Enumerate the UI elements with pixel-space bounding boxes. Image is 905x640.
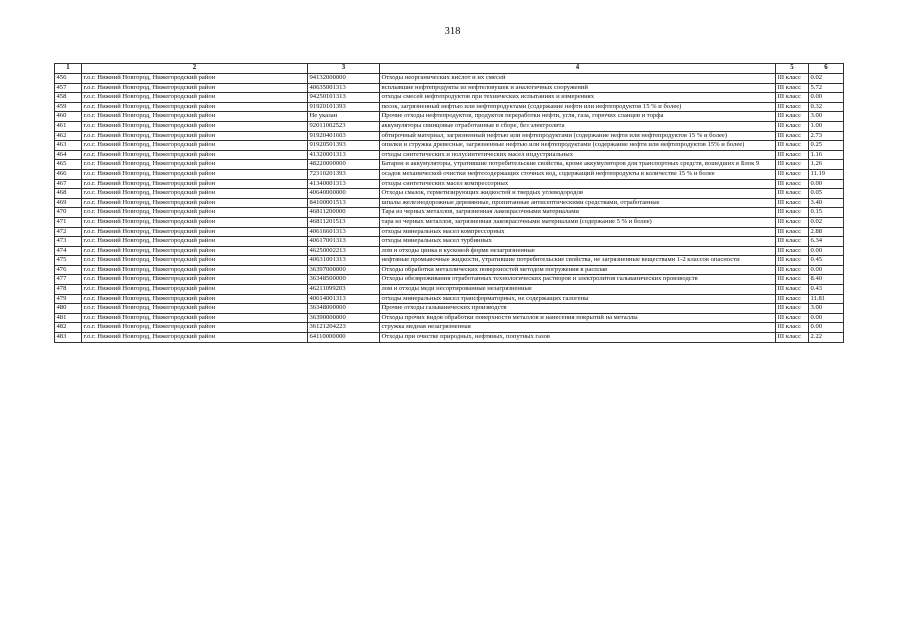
location-cell: г.о.г. Нижний Новгород, Нижегородский район: [82, 121, 308, 131]
table-row: [55, 217, 844, 227]
location-cell: г.о.г. Нижний Новгород, Нижегородский район: [82, 83, 308, 93]
row-number-cell: 464: [55, 150, 82, 160]
row-number-cell: 476: [55, 265, 82, 275]
amount-cell: 6.34: [809, 237, 844, 247]
location-cell: г.о.г. Нижний Новгород, Нижегородский район: [82, 304, 308, 314]
code-cell: 40617001313: [308, 237, 380, 247]
description-cell: Тара из черных металлов, загрязненная лакокрасочными материалами: [380, 208, 776, 218]
location-cell: г.о.г. Нижний Новгород, Нижегородский район: [82, 102, 308, 112]
amount-cell: 0.45: [809, 256, 844, 266]
hazard-class-cell: III класс: [776, 83, 809, 93]
hazard-class-cell: III класс: [776, 294, 809, 304]
hazard-class-cell: III класс: [776, 150, 809, 160]
location-cell: г.о.г. Нижний Новгород, Нижегородский район: [82, 141, 308, 151]
table-row: [55, 256, 844, 266]
hazard-class-cell: III класс: [776, 93, 809, 103]
hazard-class-cell: III класс: [776, 169, 809, 179]
description-cell: нефтяные промывочные жидкости, утратившие потребительские свойства, не загрязненные веществами 1-2 классов опасности: [380, 256, 776, 266]
code-cell: 46811201513: [308, 217, 380, 227]
row-number-cell: 473: [55, 237, 82, 247]
row-number-cell: 477: [55, 275, 82, 285]
table-body: [55, 74, 844, 343]
table-row: [55, 160, 844, 170]
code-cell: 40640000000: [308, 189, 380, 199]
code-cell: 94132000000: [308, 74, 380, 84]
table-row: [55, 333, 844, 343]
amount-cell: 5.72: [809, 83, 844, 93]
table-row: [55, 102, 844, 112]
row-number-cell: 462: [55, 131, 82, 141]
code-cell: 36397000000: [308, 265, 380, 275]
table-row: [55, 150, 844, 160]
code-cell: 46211099203: [308, 285, 380, 295]
amount-cell: 0.00: [809, 246, 844, 256]
table-row: [55, 294, 844, 304]
hazard-class-cell: III класс: [776, 304, 809, 314]
code-cell: 91920401603: [308, 131, 380, 141]
table-row: [55, 265, 844, 275]
amount-cell: 2.22: [809, 333, 844, 343]
hazard-class-cell: III класс: [776, 112, 809, 122]
row-number-cell: 469: [55, 198, 82, 208]
table-row: [55, 179, 844, 189]
description-cell: отходы минеральных масел трансформаторных, не содержащих галогены: [380, 294, 776, 304]
amount-cell: 3.00: [809, 304, 844, 314]
row-number-cell: 460: [55, 112, 82, 122]
row-number-cell: 482: [55, 323, 82, 333]
hazard-class-cell: III класс: [776, 208, 809, 218]
hazard-class-cell: III класс: [776, 121, 809, 131]
code-cell: 46811200000: [308, 208, 380, 218]
column-header: 5: [776, 64, 809, 74]
location-cell: г.о.г. Нижний Новгород, Нижегородский район: [82, 246, 308, 256]
code-cell: 48220000000: [308, 160, 380, 170]
row-number-cell: 479: [55, 294, 82, 304]
amount-cell: 1.00: [809, 121, 844, 131]
amount-cell: 1.26: [809, 160, 844, 170]
amount-cell: 0.05: [809, 189, 844, 199]
row-number-cell: 481: [55, 313, 82, 323]
table-row: [55, 131, 844, 141]
description-cell: тара из черных металлов, загрязненная лакокрасочными материалами (содержание 5 % и более): [380, 217, 776, 227]
amount-cell: 0.00: [809, 265, 844, 275]
row-number-cell: 457: [55, 83, 82, 93]
column-header: 4: [380, 64, 776, 74]
code-cell: 94250101313: [308, 93, 380, 103]
location-cell: г.о.г. Нижний Новгород, Нижегородский район: [82, 131, 308, 141]
code-cell: 41340001313: [308, 179, 380, 189]
hazard-class-cell: III класс: [776, 333, 809, 343]
location-cell: г.о.г. Нижний Новгород, Нижегородский район: [82, 179, 308, 189]
table-row: [55, 285, 844, 295]
description-cell: Отходы прочих видов обработки поверхности металлов и нанесения покрытий на металлы: [380, 313, 776, 323]
amount-cell: 2.88: [809, 227, 844, 237]
row-number-cell: 463: [55, 141, 82, 151]
amount-cell: 3.00: [809, 112, 844, 122]
table-row: [55, 323, 844, 333]
code-cell: 91920101393: [308, 102, 380, 112]
row-number-cell: 467: [55, 179, 82, 189]
table-header-row: [55, 64, 844, 74]
description-cell: всплывшие нефтепродукты из нефтеловушек и аналогичных сооружений: [380, 83, 776, 93]
amount-cell: 0.00: [809, 313, 844, 323]
row-number-cell: 474: [55, 246, 82, 256]
amount-cell: 0.00: [809, 323, 844, 333]
table-row: [55, 93, 844, 103]
location-cell: г.о.г. Нижний Новгород, Нижегородский район: [82, 227, 308, 237]
code-cell: 36348500000: [308, 275, 380, 285]
location-cell: г.о.г. Нижний Новгород, Нижегородский район: [82, 150, 308, 160]
hazard-class-cell: III класс: [776, 102, 809, 112]
location-cell: г.о.г. Нижний Новгород, Нижегородский район: [82, 189, 308, 199]
code-cell: Не указан: [308, 112, 380, 122]
description-cell: опилки и стружка древесные, загрязненные нефтью или нефтепродуктами (содержание нефти или нефтепродуктов 15% и более): [380, 141, 776, 151]
location-cell: г.о.г. Нижний Новгород, Нижегородский район: [82, 294, 308, 304]
description-cell: аккумуляторы свинцовые отработанные в сборе, без электролита: [380, 121, 776, 131]
hazard-class-cell: III класс: [776, 323, 809, 333]
code-cell: 91920501393: [308, 141, 380, 151]
hazard-class-cell: III класс: [776, 131, 809, 141]
row-number-cell: 483: [55, 333, 82, 343]
row-number-cell: 478: [55, 285, 82, 295]
location-cell: г.о.г. Нижний Новгород, Нижегородский район: [82, 112, 308, 122]
location-cell: г.о.г. Нижний Новгород, Нижегородский район: [82, 208, 308, 218]
hazard-class-cell: III класс: [776, 237, 809, 247]
row-number-cell: 480: [55, 304, 82, 314]
column-header: 2: [82, 64, 308, 74]
code-cell: 36390000000: [308, 313, 380, 323]
code-cell: 72310201393: [308, 169, 380, 179]
description-cell: Отходы обработки металлических поверхностей методом погружения в расплав: [380, 265, 776, 275]
code-cell: 46250002213: [308, 246, 380, 256]
description-cell: Батареи и аккумуляторы, утратившие потребительские свойства, кроме аккумуляторов для транспортных средств, вошедших в Блок 9: [380, 160, 776, 170]
table-row: [55, 313, 844, 323]
row-number-cell: 456: [55, 74, 82, 84]
code-cell: 40631001313: [308, 256, 380, 266]
location-cell: г.о.г. Нижний Новгород, Нижегородский район: [82, 265, 308, 275]
table-row: [55, 74, 844, 84]
amount-cell: 11.81: [809, 294, 844, 304]
location-cell: г.о.г. Нижний Новгород, Нижегородский район: [82, 217, 308, 227]
code-cell: 40614001313: [308, 294, 380, 304]
code-cell: 36121204223: [308, 323, 380, 333]
description-cell: лом и отходы меди несортированные незагрязненные: [380, 285, 776, 295]
amount-cell: 0.15: [809, 208, 844, 218]
amount-cell: 0.02: [809, 74, 844, 84]
description-cell: отходы минеральных масел турбинных: [380, 237, 776, 247]
description-cell: отходы синтетических и полусинтетических масел индустриальных: [380, 150, 776, 160]
table-row: [55, 141, 844, 151]
row-number-cell: 470: [55, 208, 82, 218]
hazard-class-cell: III класс: [776, 141, 809, 151]
hazard-class-cell: III класс: [776, 198, 809, 208]
waste-table: [54, 63, 844, 343]
column-header: 6: [809, 64, 844, 74]
location-cell: г.о.г. Нижний Новгород, Нижегородский район: [82, 169, 308, 179]
hazard-class-cell: III класс: [776, 256, 809, 266]
row-number-cell: 459: [55, 102, 82, 112]
description-cell: лом и отходы цинка в кусковой форме незагрязненные: [380, 246, 776, 256]
row-number-cell: 472: [55, 227, 82, 237]
amount-cell: 0.00: [809, 179, 844, 189]
description-cell: Отходы неорганических кислот и их смесей: [380, 74, 776, 84]
amount-cell: 0.32: [809, 102, 844, 112]
amount-cell: 3.40: [809, 198, 844, 208]
table-row: [55, 189, 844, 199]
code-cell: 64110000000: [308, 333, 380, 343]
hazard-class-cell: III класс: [776, 227, 809, 237]
hazard-class-cell: III класс: [776, 160, 809, 170]
row-number-cell: 475: [55, 256, 82, 266]
table-row: [55, 246, 844, 256]
hazard-class-cell: III класс: [776, 313, 809, 323]
location-cell: г.о.г. Нижний Новгород, Нижегородский район: [82, 285, 308, 295]
location-cell: г.о.г. Нижний Новгород, Нижегородский район: [82, 313, 308, 323]
amount-cell: 0.00: [809, 93, 844, 103]
description-cell: Прочие отходы нефтепродуктов, продуктов переработки нефти, угля, газа, горючих сланцев и торфа: [380, 112, 776, 122]
location-cell: г.о.г. Нижний Новгород, Нижегородский район: [82, 237, 308, 247]
description-cell: осадок механической очистки нефтесодержащих сточных вод, содержащий нефтепродукты в количестве 15 % и более: [380, 169, 776, 179]
amount-cell: 2.73: [809, 131, 844, 141]
page-number: 318: [444, 26, 461, 37]
row-number-cell: 458: [55, 93, 82, 103]
description-cell: обтирочный материал, загрязненный нефтью или нефтепродуктами (содержание нефти или нефтепродуктов 15 % и более): [380, 131, 776, 141]
description-cell: Прочие отходы гальванических производств: [380, 304, 776, 314]
table-row: [55, 227, 844, 237]
row-number-cell: 471: [55, 217, 82, 227]
table-row: [55, 304, 844, 314]
table-row: [55, 198, 844, 208]
location-cell: г.о.г. Нижний Новгород, Нижегородский район: [82, 93, 308, 103]
hazard-class-cell: III класс: [776, 74, 809, 84]
code-cell: 84100001513: [308, 198, 380, 208]
amount-cell: 0.43: [809, 285, 844, 295]
hazard-class-cell: III класс: [776, 246, 809, 256]
row-number-cell: 468: [55, 189, 82, 199]
hazard-class-cell: III класс: [776, 265, 809, 275]
code-cell: 41320001313: [308, 150, 380, 160]
row-number-cell: 465: [55, 160, 82, 170]
amount-cell: 8.40: [809, 275, 844, 285]
column-header: 3: [308, 64, 380, 74]
code-cell: 40635001313: [308, 83, 380, 93]
code-cell: 40616601313: [308, 227, 380, 237]
location-cell: г.о.г. Нижний Новгород, Нижегородский район: [82, 198, 308, 208]
table-row: [55, 169, 844, 179]
amount-cell: 11.19: [809, 169, 844, 179]
amount-cell: 0.02: [809, 217, 844, 227]
description-cell: отходы минеральных масел компрессорных: [380, 227, 776, 237]
table-row: [55, 208, 844, 218]
location-cell: г.о.г. Нижний Новгород, Нижегородский район: [82, 323, 308, 333]
column-header: 1: [55, 64, 82, 74]
location-cell: г.о.г. Нижний Новгород, Нижегородский район: [82, 275, 308, 285]
description-cell: отходы синтетических масел компрессорных: [380, 179, 776, 189]
description-cell: стружка медная незагрязненная: [380, 323, 776, 333]
hazard-class-cell: III класс: [776, 189, 809, 199]
location-cell: г.о.г. Нижний Новгород, Нижегородский район: [82, 74, 308, 84]
description-cell: Отходы обезвреживания отработанных технологических растворов и электролитов гальванических производств: [380, 275, 776, 285]
table-row: [55, 112, 844, 122]
description-cell: песок, загрязненный нефтью или нефтепродуктами (содержание нефти или нефтепродуктов 15 % и более): [380, 102, 776, 112]
table-row: [55, 83, 844, 93]
row-number-cell: 461: [55, 121, 82, 131]
description-cell: Отходы смазок, герметизирующих жидкостей и твердых углеводородов: [380, 189, 776, 199]
code-cell: 92011002523: [308, 121, 380, 131]
hazard-class-cell: III класс: [776, 179, 809, 189]
description-cell: отходы смесей нефтепродуктов при технических испытаниях и измерениях: [380, 93, 776, 103]
location-cell: г.о.г. Нижний Новгород, Нижегородский район: [82, 256, 308, 266]
row-number-cell: 466: [55, 169, 82, 179]
location-cell: г.о.г. Нижний Новгород, Нижегородский район: [82, 333, 308, 343]
description-cell: шпалы железнодорожные деревянные, пропитанные антисептическими средствами, отработанные: [380, 198, 776, 208]
table-row: [55, 275, 844, 285]
location-cell: г.о.г. Нижний Новгород, Нижегородский район: [82, 160, 308, 170]
hazard-class-cell: III класс: [776, 275, 809, 285]
hazard-class-cell: III класс: [776, 285, 809, 295]
amount-cell: 1.16: [809, 150, 844, 160]
hazard-class-cell: III класс: [776, 217, 809, 227]
code-cell: 36348000000: [308, 304, 380, 314]
table-row: [55, 237, 844, 247]
description-cell: Отходы при очистке природных, нефтяных, попутных газов: [380, 333, 776, 343]
amount-cell: 0.25: [809, 141, 844, 151]
table-row: [55, 121, 844, 131]
